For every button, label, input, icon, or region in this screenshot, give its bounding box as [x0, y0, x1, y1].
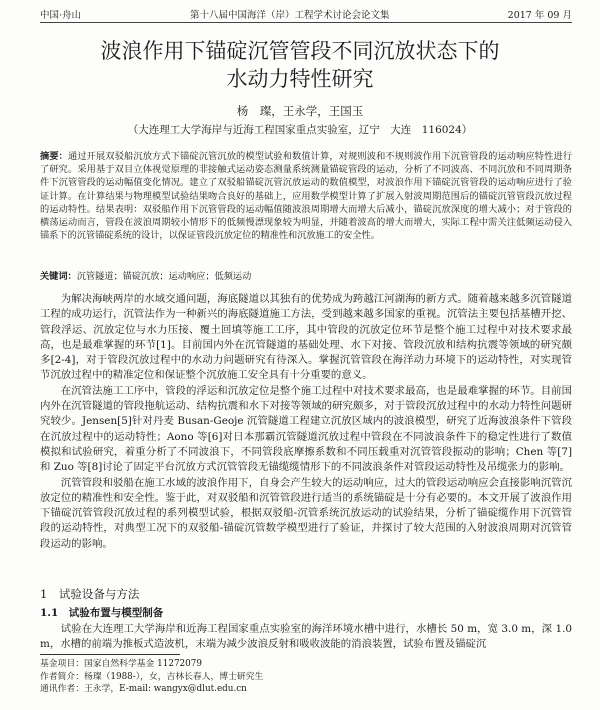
- subsection-heading: 1.1 试验布置与模型制备: [40, 607, 164, 619]
- intro-paragraph-1: 为解决海峡两岸的水域交通问题，海底隧道以其独有的优势成为跨越江河湖海的新方式。随着越来越多沉管隧道工程的成功运行，沉管法作为一种新兴的海底隧道施工方法，受到越来越多国家的重视。沉管法主要包括基槽开挖、管段浮运、沉放定位与水力压接、覆土回填等施工工序，其中管段的沉放定位环节是整个施工过程中对技术要求最高，也是最难掌握的环节[1]。目前国内外在沉管隧道的基础处理、水下对接、管段沉放和结构抗震等领域的研究颇多[2-4]，对于管段沉放过程中的水动力问题研究有待深入。掌握沉管管段在海洋动力环境下的运动特性，对实现管节沉放过程中的精准定位和保证整个沉放施工安全具有十分重要的意义。: [40, 293, 572, 382]
- section-heading: 1 试验设备与方法: [40, 587, 140, 601]
- footnote-divider: [40, 654, 180, 655]
- keywords-label: 关键词：: [40, 271, 77, 282]
- affiliation: （大连理工大学海岸与近海工程国家重点实验室，辽宁 大连 116024）: [127, 124, 473, 136]
- keywords-text: 沉管隧道；锚碇沉放；运动响应；低频运动: [76, 271, 252, 282]
- abstract-label: 摘要：: [40, 151, 69, 162]
- title-line-1: 波浪作用下锚碇沉管管段不同沉放状态下的: [100, 39, 500, 63]
- footnotes: [40, 658, 572, 696]
- title-line-2: 水动力特性研究: [226, 67, 374, 91]
- footnote-corresponding-author: 通讯作者：王永学，E-mail: wangyx@dlut.edu.cn: [40, 684, 247, 694]
- abstract: [40, 150, 572, 242]
- introduction: [40, 292, 572, 552]
- abstract-text: 通过开展双驳船沉放方式下锚碇沉管沉放的模型试验和数值计算，对规则波和不规则波作用下沉管管段的运动响应特性进行了研究。采用基于双目立体视觉原理的非接触式运动姿态测量系统测量锚碇管段的运动，分析了不同波高、不同沉放和不同周期条件下沉管管段的运动幅值变化情况。建立了双驳船锚碇沉管沉放运动的数值模型，对波浪作用下锚碇沉管管段的运动响应进行了验证计算。在计算结果与物理模型试验结果吻合良好的基础上，应用数学模型计算了扩展入射波周期范围后的锚碇沉管管段沉放过程的运动特性。结果表明：双驳船作用下沉管管段的运动幅值随波浪周期增大而增大后减小，锚碇沉放深度的增大减小；对于管段的横荡运动而言，管段在波浪周期较小情形下的低频慢漂现象较为明显，并随着波高的增大而增大，实际工程中需关注低频运动侵入锚系下的沉管锚碇系统的设计，以保证管段沉放定位的精准性和沉放施工的安全性。: [40, 151, 573, 242]
- intro-paragraph-3: 沉管管段和驳船在施工水域的波浪作用下，自身会产生较大的运动响应，过大的管段运动响应会直接影响沉管沉放定位的精准性和安全性。鉴于此，对双驳船和沉管管段进行适当的系统锚碇是十分有必要的。本文开展了波浪作用下锚碇沉管管段沉放过程的系列模型试验，根据双驳船-沉管系统沉放运动的试验结果，分析了锚碇缆作用下沉管管段的运动特性，对典型工况下的双驳船-锚碇沉管数学模型进行了验证，并探讨了较大范围的入射波浪周期对沉管管段运动的影响。: [40, 476, 572, 550]
- header-location: 中国·舟山: [40, 10, 82, 21]
- footnote-author-bio: 作者简介：杨璨（1988-），女，吉林长春人，博士研究生: [40, 671, 264, 682]
- header-proceedings: 第十八届中国海洋（岸）工程学术讨论会论文集: [190, 10, 390, 21]
- paper-title: [0, 37, 600, 93]
- section-paragraph: 试验在大连理工大学海岸和近海工程国家重点实验室的海洋环境水槽中进行，水槽长 50 m，宽 3.0 m，深 1.0 m，水槽的前端为推板式造波机，末端为减少波浪反射和吸收波能的消浪装置，试验布置及锚碇沉: [40, 623, 572, 651]
- header-date: 2017 年 09 月: [507, 10, 572, 21]
- keywords: [40, 268, 572, 282]
- footnote-fund: 基金项目：国家自然科学基金 11272079: [40, 659, 202, 669]
- intro-paragraph-2: 在沉管法施工工序中，管段的浮运和沉放定位是整个施工过程中对技术要求最高，也是最难掌握的环节。目前国内外在沉管隧道的管段拖航运动、结构抗震和水下对接等领域的研究颇多，对于管段沉放过程中的水动力特性问题研究较少。Jensen[5]针对丹麦 Busan-Geoje 沉管隧道工程建立沉放区域内的波浪模型，研究了近海波浪条件下管段在沉放过程中的运动特性；Aono 等[6]对日本那霸沉管隧道沉放过程中管段在不同波浪条件下的稳定性进行了数值模拟和试验研究，着重分析了不同波浪下，不同管段底摩擦系数和不同压载重对沉管管段振动的影响；Chen 等[7]和 Zuo 等[8]讨论了固定平台沉放方式沉管管段无锚缆缆情形下的不同波浪条件对管段运动特性及吊缆张力的影响。: [40, 384, 572, 474]
- running-header: [40, 6, 572, 23]
- author-list: 杨 璨，王永学，王国玉: [236, 104, 364, 118]
